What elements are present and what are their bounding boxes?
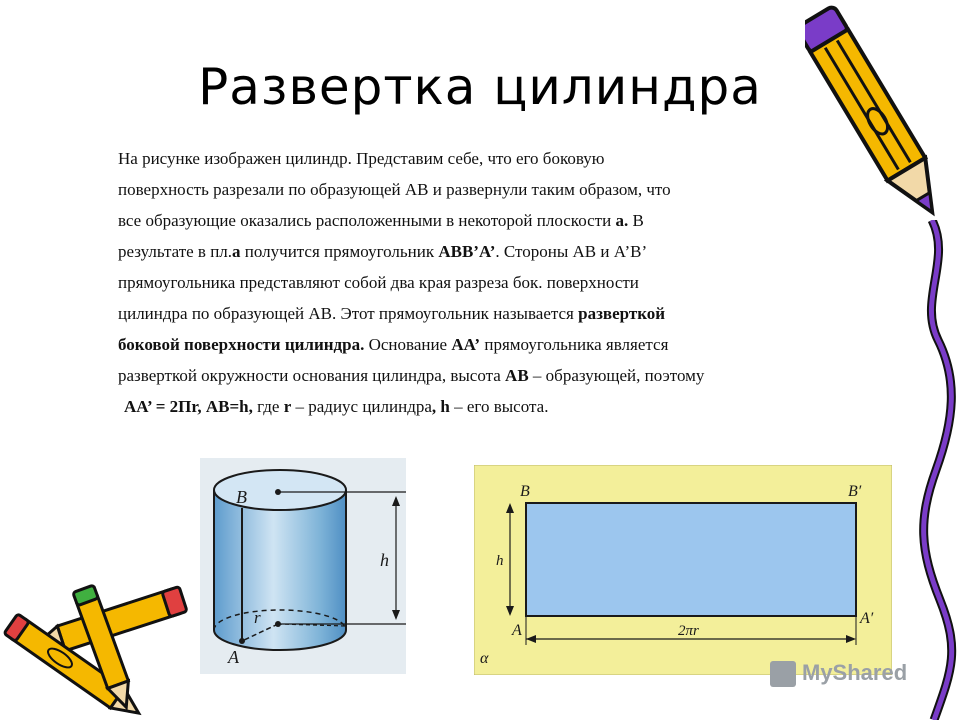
label-a: A <box>228 647 239 667</box>
label-r: r <box>254 608 261 627</box>
text-line-8: разверткой окружности основания цилиндра, высота АВ – образующей, поэтому <box>118 366 705 385</box>
text-line-5: прямоугольника представляют собой два края разреза бок. поверхности <box>118 273 639 292</box>
label-b: B <box>520 483 530 500</box>
cylinder-figure <box>200 458 406 674</box>
text-line-9: АА’ = 2Пr, АВ=h, где r – радиус цилиндра, h – его высота. <box>124 397 549 416</box>
text-line-6: цилиндра по образующей АВ. Этот прямоугольник называется разверткой <box>118 304 666 323</box>
watermark-text: MyShared <box>802 660 908 685</box>
label-a: A <box>512 622 522 639</box>
pencil-icon <box>805 2 945 232</box>
label-plane: α <box>480 650 489 667</box>
label-a-prime: A′ <box>860 610 874 627</box>
label-b-prime: B′ <box>848 483 862 500</box>
watermark <box>770 660 907 687</box>
text-line-3: все образующие оказались расположенными в некоторой плоскости а. В <box>118 211 644 230</box>
slide-title: Развертка цилиндра <box>198 58 762 116</box>
text-line-4: результате в пл.а получится прямоугольник АВВ’А’. Стороны АВ и А’В’ <box>118 242 648 261</box>
development-rectangle <box>526 503 856 616</box>
watermark-logo-icon <box>770 661 796 687</box>
decorative-wave-line <box>918 220 958 720</box>
label-h: h <box>380 550 389 570</box>
label-h: h <box>496 553 504 569</box>
body-text <box>118 143 878 422</box>
text-line-1: На рисунке изображен цилиндр. Представим себе, что его боковую <box>118 149 605 168</box>
text-line-2: поверхность разрезали по образующей АВ и развернули таким образом, что <box>118 180 671 199</box>
label-length: 2πr <box>678 623 699 639</box>
text-line-7: боковой поверхности цилиндра. Основание АА’ прямоугольника является <box>118 335 669 354</box>
label-b: B <box>236 487 247 507</box>
crossed-pencils-icon <box>0 578 200 718</box>
development-figure <box>474 465 892 675</box>
